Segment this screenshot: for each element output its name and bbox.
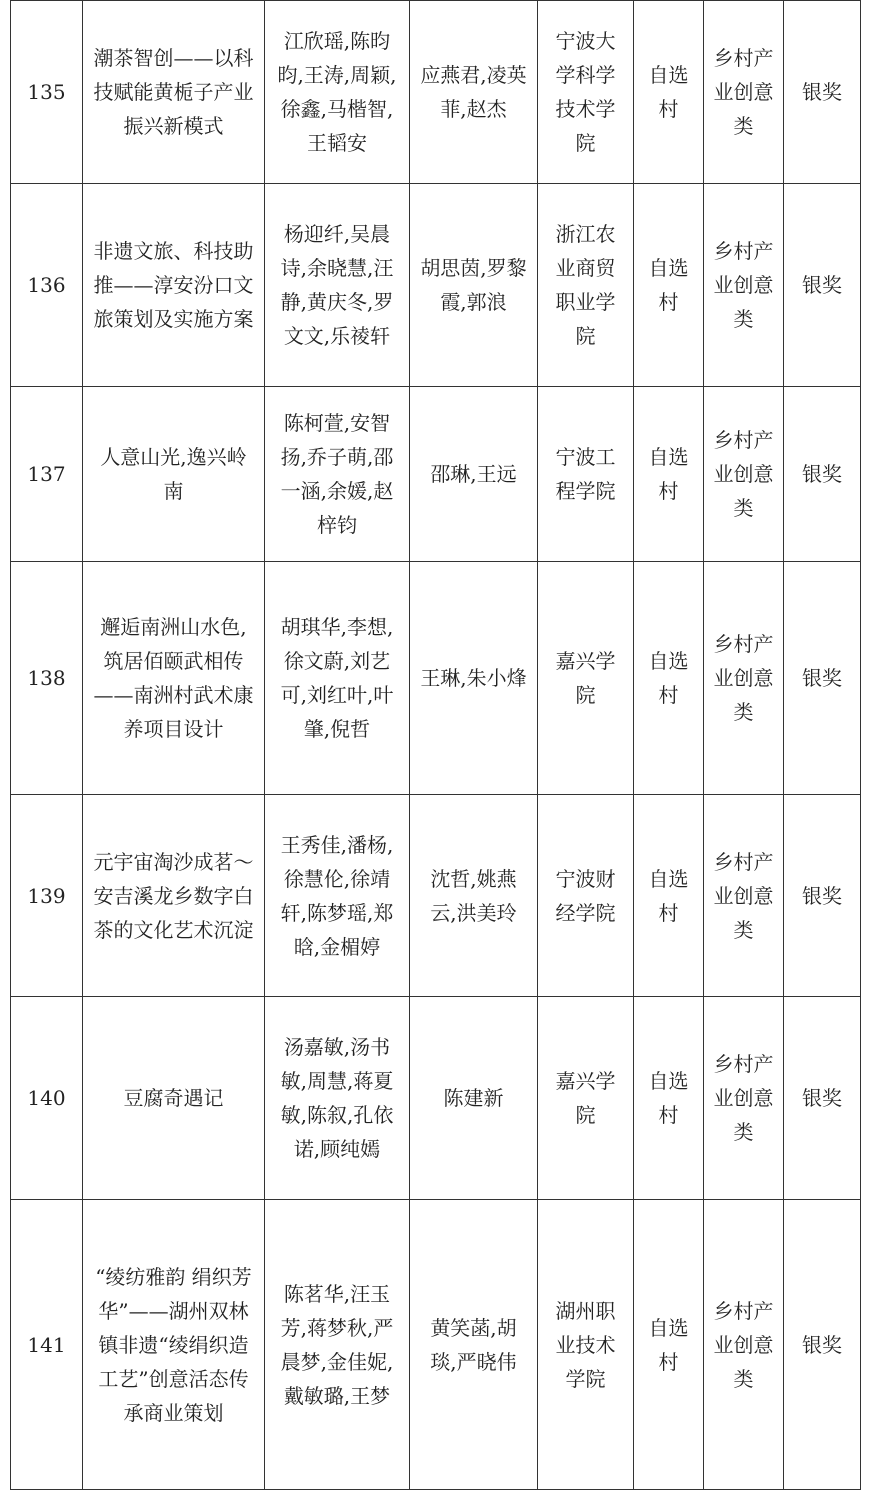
- village: 自选村: [634, 1, 704, 184]
- category: 乡村产业创意类: [704, 795, 784, 997]
- category: 乡村产业创意类: [704, 562, 784, 795]
- award-level: 银奖: [784, 562, 861, 795]
- team-members: 陈茗华,汪玉芳,蒋梦秋,严晨梦,金佳妮,戴敏璐,王梦: [265, 1200, 410, 1490]
- project-name: 豆腐奇遇记: [83, 997, 265, 1200]
- category: 乡村产业创意类: [704, 184, 784, 387]
- awards-table-body: [11, 1, 861, 1490]
- project-name: “绫纺雅韵 绢织芳华”——湖州双林镇非遗“绫绢织造工艺”创意活态传承商业策划: [83, 1200, 265, 1490]
- village: 自选村: [634, 562, 704, 795]
- school: 嘉兴学院: [538, 562, 634, 795]
- category: 乡村产业创意类: [704, 997, 784, 1200]
- row-number: 140: [11, 997, 83, 1200]
- project-name: 人意山光,逸兴岭南: [83, 387, 265, 562]
- row-number: 137: [11, 387, 83, 562]
- team-members: 江欣瑶,陈昀昀,王涛,周颖,徐鑫,马楷智,王韬安: [265, 1, 410, 184]
- team-members: 胡琪华,李想,徐文蔚,刘艺可,刘红叶,叶肇,倪哲: [265, 562, 410, 795]
- table-row: [11, 562, 861, 795]
- award-level: 银奖: [784, 1, 861, 184]
- table-row: [11, 795, 861, 997]
- row-number: 136: [11, 184, 83, 387]
- village: 自选村: [634, 795, 704, 997]
- category: 乡村产业创意类: [704, 1, 784, 184]
- project-name: 元宇宙淘沙成茗～安吉溪龙乡数字白茶的文化艺术沉淀: [83, 795, 265, 997]
- advisors: 沈哲,姚燕云,洪美玲: [410, 795, 538, 997]
- advisors: 应燕君,凌英菲,赵杰: [410, 1, 538, 184]
- school: 宁波大学科学技术学院: [538, 1, 634, 184]
- award-level: 银奖: [784, 184, 861, 387]
- table-row: [11, 997, 861, 1200]
- project-name: 非遗文旅、科技助推——淳安汾口文旅策划及实施方案: [83, 184, 265, 387]
- advisors: 王琳,朱小烽: [410, 562, 538, 795]
- row-number: 138: [11, 562, 83, 795]
- school: 宁波工程学院: [538, 387, 634, 562]
- award-level: 银奖: [784, 1200, 861, 1490]
- table-row: [11, 184, 861, 387]
- award-level: 银奖: [784, 795, 861, 997]
- school: 宁波财经学院: [538, 795, 634, 997]
- team-members: 王秀佳,潘杨,徐慧伦,徐靖轩,陈梦瑶,郑晗,金楣婷: [265, 795, 410, 997]
- advisors: 黄笑菡,胡琰,严晓伟: [410, 1200, 538, 1490]
- table-row: [11, 1, 861, 184]
- table-row: [11, 387, 861, 562]
- school: 嘉兴学院: [538, 997, 634, 1200]
- advisors: 胡思茵,罗黎霞,郭浪: [410, 184, 538, 387]
- school: 湖州职业技术学院: [538, 1200, 634, 1490]
- award-level: 银奖: [784, 387, 861, 562]
- awards-table: [10, 0, 861, 1490]
- village: 自选村: [634, 184, 704, 387]
- row-number: 135: [11, 1, 83, 184]
- village: 自选村: [634, 387, 704, 562]
- row-number: 141: [11, 1200, 83, 1490]
- category: 乡村产业创意类: [704, 387, 784, 562]
- row-number: 139: [11, 795, 83, 997]
- advisors: 邵琳,王远: [410, 387, 538, 562]
- project-name: 潮茶智创——以科技赋能黄栀子产业振兴新模式: [83, 1, 265, 184]
- table-row: [11, 1200, 861, 1490]
- school: 浙江农业商贸职业学院: [538, 184, 634, 387]
- team-members: 汤嘉敏,汤书敏,周慧,蒋夏敏,陈叙,孔依诺,顾纯嫣: [265, 997, 410, 1200]
- team-members: 陈柯萱,安智扬,乔子萌,邵一涵,余媛,赵梓钧: [265, 387, 410, 562]
- village: 自选村: [634, 1200, 704, 1490]
- category: 乡村产业创意类: [704, 1200, 784, 1490]
- village: 自选村: [634, 997, 704, 1200]
- award-level: 银奖: [784, 997, 861, 1200]
- project-name: 邂逅南洲山水色,筑居佰颐武相传——南洲村武术康养项目设计: [83, 562, 265, 795]
- advisors: 陈建新: [410, 997, 538, 1200]
- team-members: 杨迎纤,吴晨诗,余晓慧,汪静,黄庆冬,罗文文,乐祾轩: [265, 184, 410, 387]
